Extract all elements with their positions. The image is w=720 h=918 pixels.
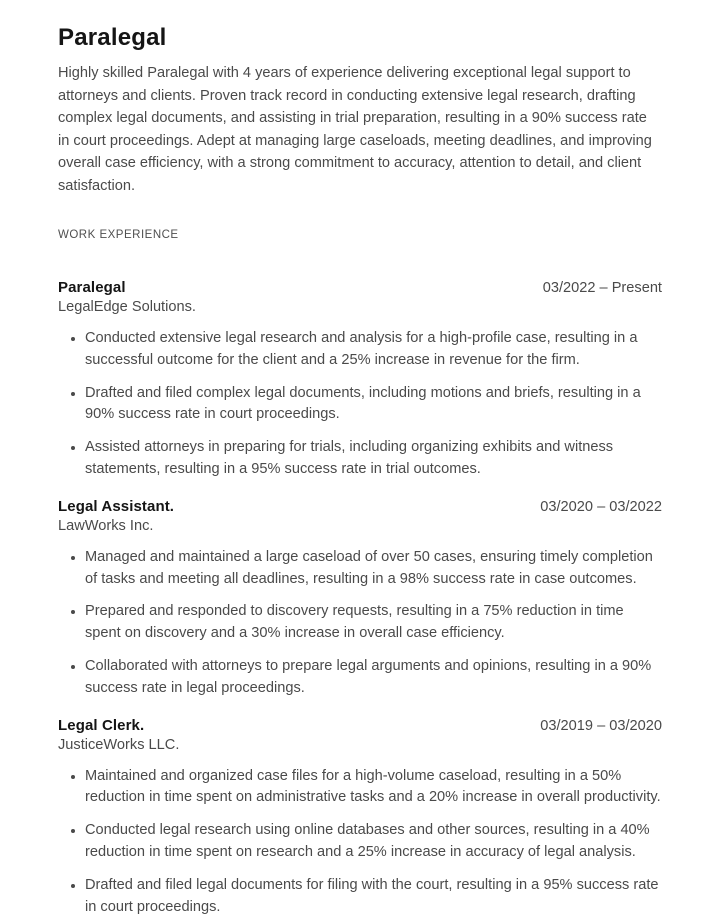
- job-title: Legal Assistant.: [58, 497, 175, 515]
- resume-summary: Highly skilled Paralegal with 4 years of experience delivering exceptional legal support to attorneys and clients. Proven track record in conducting extensive legal research, drafting complex legal documents, and assisting in trial preparation, resulting in a 90% success rate in court proceedings. Adept at managing large caseloads, meeting deadlines, and improving overall case efficiency, with a strong commitment to accuracy, attention to detail, and client satisfaction.: [58, 65, 652, 194]
- job-bullet: • Conducted extensive legal research and analysis for a high-profile case, resulting in a successful outcome for the client and a 25% increase in revenue for the firm.: [85, 328, 662, 372]
- job-header: [58, 717, 662, 734]
- job-company: LegalEdge Solutions.: [58, 299, 196, 315]
- job-title: Paralegal: [58, 279, 126, 296]
- jobs-list: [58, 279, 662, 918]
- job-company: LawWorks Inc.: [58, 517, 154, 534]
- resume-title: Paralegal: [58, 24, 167, 51]
- job-header: [58, 498, 662, 515]
- job-date: 03/2020 – 03/2022: [540, 498, 662, 515]
- job-bullet: • Managed and maintained a large caseload of over 50 cases, ensuring timely completion of tasks and meeting all deadlines, resulting in a 98% success rate in case outcomes.: [85, 547, 662, 591]
- job-header: [58, 279, 662, 296]
- work-experience-section-header: WORK EXPERIENCE: [58, 229, 179, 241]
- job-bullet: • Maintained and organized case files for a high-volume caseload, resulting in a 50% reduction in time spent on administrative tasks and a 20% increase in overall productivity.: [85, 766, 662, 810]
- job-entry: [58, 279, 662, 481]
- job-bullet: • Assisted attorneys in preparing for trials, including organizing exhibits and witness statements, resulting in a 95% success rate in trial outcomes.: [85, 437, 662, 481]
- job-bullet: • Conducted legal research using online databases and other sources, resulting in a 40% reduction in time spent on research and a 25% increase in accuracy of legal analysis.: [85, 820, 662, 864]
- job-bullet: • Drafted and filed legal documents for filing with the court, resulting in a 95% success rate in court proceedings.: [85, 875, 662, 918]
- job-entry: [58, 717, 662, 918]
- job-date: 03/2019 – 03/2020: [540, 717, 662, 734]
- job-bullets: [58, 766, 662, 918]
- job-bullet: • Drafted and filed complex legal documents, including motions and briefs, resulting in a 90% success rate in court proceedings.: [85, 383, 662, 427]
- job-bullets: [58, 328, 662, 481]
- job-title: Legal Clerk.: [58, 716, 145, 734]
- job-bullet: • Collaborated with attorneys to prepare legal arguments and opinions, resulting in a 90% success rate in legal proceedings.: [85, 656, 662, 700]
- job-entry: [58, 498, 662, 700]
- job-bullet: • Prepared and responded to discovery requests, resulting in a 75% reduction in time spent on discovery and a 30% increase in overall case efficiency.: [85, 601, 662, 645]
- job-company: JusticeWorks LLC.: [58, 736, 180, 753]
- job-date: 03/2022 – Present: [542, 280, 662, 296]
- job-bullets: [58, 547, 662, 700]
